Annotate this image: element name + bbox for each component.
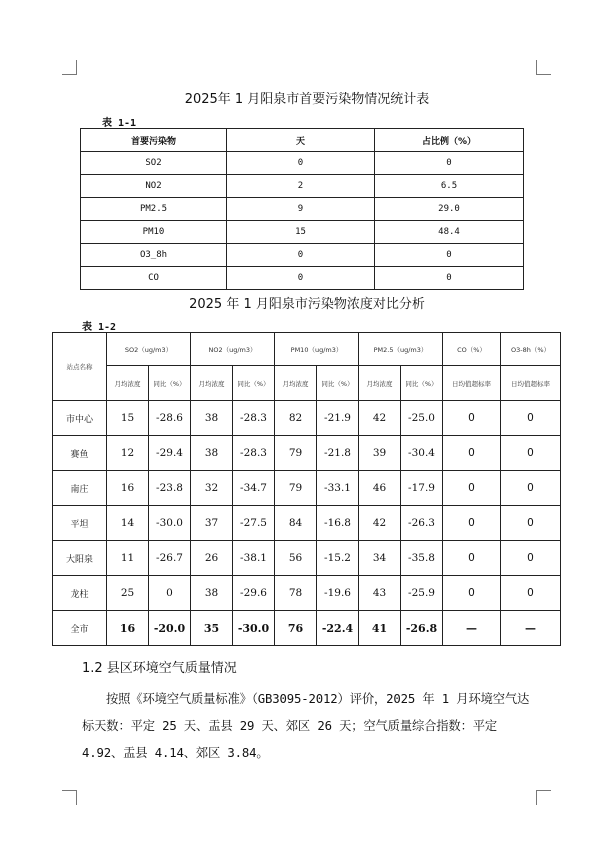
cell: 0 xyxy=(443,541,501,576)
cell: 0 xyxy=(443,471,501,506)
station-name: 龙柱 xyxy=(53,576,107,611)
cell: 25 xyxy=(107,576,149,611)
cell: 41 xyxy=(359,611,401,646)
table-header-row xyxy=(53,333,561,366)
cell: PM2.5 xyxy=(81,198,227,221)
header-pollutant: 首要污染物 xyxy=(81,129,227,152)
cell: 48.4 xyxy=(375,221,524,244)
cell: 39 xyxy=(359,436,401,471)
pollutant-concentration-table xyxy=(52,332,561,646)
cell: -22.4 xyxy=(317,611,359,646)
cell: 14 xyxy=(107,506,149,541)
cell: 38 xyxy=(191,576,233,611)
table-row xyxy=(53,471,561,506)
subheader-exceed-rate: 日均值超标率 xyxy=(501,366,561,401)
table-row xyxy=(81,152,524,175)
table1-label: 表 1-1 xyxy=(102,118,137,129)
cell: 0 xyxy=(501,471,561,506)
cell: -26.3 xyxy=(401,506,443,541)
table-row xyxy=(53,576,561,611)
cell: 0 xyxy=(149,576,191,611)
cell: 12 xyxy=(107,436,149,471)
cell: 15 xyxy=(227,221,375,244)
cell: 84 xyxy=(275,506,317,541)
table-row xyxy=(53,541,561,576)
cell: -20.0 xyxy=(149,611,191,646)
cell: 0 xyxy=(501,436,561,471)
header-pm25: PM2.5（ug/m3） xyxy=(359,333,443,366)
cell: -17.9 xyxy=(401,471,443,506)
cell: -35.8 xyxy=(401,541,443,576)
cell: 32 xyxy=(191,471,233,506)
subheader-yoy: 同比（%） xyxy=(401,366,443,401)
cell: PM10 xyxy=(81,221,227,244)
cell: -26.7 xyxy=(149,541,191,576)
cell: 34 xyxy=(359,541,401,576)
cell: -29.4 xyxy=(149,436,191,471)
cell: 82 xyxy=(275,401,317,436)
cell: 0 xyxy=(443,506,501,541)
cell: -23.8 xyxy=(149,471,191,506)
cell: -15.2 xyxy=(317,541,359,576)
cell: 79 xyxy=(275,471,317,506)
table-row xyxy=(81,244,524,267)
header-so2: SO2（ug/m3） xyxy=(107,333,191,366)
table-row xyxy=(53,401,561,436)
station-name: 全市 xyxy=(53,611,107,646)
cell: 11 xyxy=(107,541,149,576)
cell: 0 xyxy=(227,244,375,267)
table-subheader-row xyxy=(53,366,561,401)
cell: 0 xyxy=(443,401,501,436)
cell: -30.0 xyxy=(233,611,275,646)
cell: 26 xyxy=(191,541,233,576)
table2-label: 表 1-2 xyxy=(82,322,117,333)
table-row xyxy=(81,175,524,198)
cell: -16.8 xyxy=(317,506,359,541)
header-no2: NO2（ug/m3） xyxy=(191,333,275,366)
header-station: 站点名称 xyxy=(53,333,107,401)
cell: -38.1 xyxy=(233,541,275,576)
table-total-row xyxy=(53,611,561,646)
cell: 16 xyxy=(107,471,149,506)
subheader-month-avg: 月均浓度 xyxy=(359,366,401,401)
header-ratio: 占比例（%） xyxy=(375,129,524,152)
cell: CO xyxy=(81,267,227,290)
header-days: 天 xyxy=(227,129,375,152)
cell: 38 xyxy=(191,401,233,436)
table-row xyxy=(81,198,524,221)
cell: 38 xyxy=(191,436,233,471)
cell: -30.4 xyxy=(401,436,443,471)
cell: 42 xyxy=(359,506,401,541)
cell: SO2 xyxy=(81,152,227,175)
station-name: 市中心 xyxy=(53,401,107,436)
station-name: 赛鱼 xyxy=(53,436,107,471)
cell: -28.6 xyxy=(149,401,191,436)
cell: NO2 xyxy=(81,175,227,198)
cell: 0 xyxy=(501,401,561,436)
table-row xyxy=(53,506,561,541)
cell: -26.8 xyxy=(401,611,443,646)
cell: 76 xyxy=(275,611,317,646)
cell: 56 xyxy=(275,541,317,576)
section-heading: 1.2 县区环境空气质量情况 xyxy=(82,661,237,676)
cell: -27.5 xyxy=(233,506,275,541)
cell: O3_8h xyxy=(81,244,227,267)
cell: -21.8 xyxy=(317,436,359,471)
station-name: 南庄 xyxy=(53,471,107,506)
crop-mark-top-right xyxy=(536,60,551,75)
cell: -28.3 xyxy=(233,401,275,436)
cell: -21.9 xyxy=(317,401,359,436)
header-pm10: PM10（ug/m3） xyxy=(275,333,359,366)
header-co: CO（%） xyxy=(443,333,501,366)
cell: 0 xyxy=(443,576,501,611)
cell: 35 xyxy=(191,611,233,646)
subheader-yoy: 同比（%） xyxy=(317,366,359,401)
cell: -19.6 xyxy=(317,576,359,611)
cell: 0 xyxy=(375,244,524,267)
cell: 42 xyxy=(359,401,401,436)
primary-pollutant-table xyxy=(80,128,524,290)
table-header-row xyxy=(81,129,524,152)
cell: 0 xyxy=(375,267,524,290)
cell: 0 xyxy=(501,576,561,611)
cell: 0 xyxy=(501,541,561,576)
cell: -34.7 xyxy=(233,471,275,506)
subheader-exceed-rate: 日均值超标率 xyxy=(443,366,501,401)
crop-mark-top-left xyxy=(62,60,77,75)
cell: 2 xyxy=(227,175,375,198)
cell: 78 xyxy=(275,576,317,611)
cell: 16 xyxy=(107,611,149,646)
cell: 0 xyxy=(227,152,375,175)
subheader-month-avg: 月均浓度 xyxy=(107,366,149,401)
cell: -25.9 xyxy=(401,576,443,611)
subheader-yoy: 同比（%） xyxy=(149,366,191,401)
cell: -30.0 xyxy=(149,506,191,541)
cell: -33.1 xyxy=(317,471,359,506)
table1-title: 2025年 1 月阳泉市首要污染物情况统计表 xyxy=(184,92,430,107)
cell: -28.3 xyxy=(233,436,275,471)
subheader-month-avg: 月均浓度 xyxy=(275,366,317,401)
body-paragraph: 按照《环境空气质量标准》（GB3095-2012）评价，2025 年 1 月环境空气达标天数：平定 25 天、盂县 29 天、郊区 26 天；空气质量综合指数：平定 4.92、盂县 4.14、郊区 3.84。 xyxy=(82,692,530,760)
cell: -25.0 xyxy=(401,401,443,436)
table-row xyxy=(53,436,561,471)
cell: -29.6 xyxy=(233,576,275,611)
cell: 0 xyxy=(501,506,561,541)
cell: 0 xyxy=(443,436,501,471)
cell: 37 xyxy=(191,506,233,541)
cell: 0 xyxy=(375,152,524,175)
subheader-yoy: 同比（%） xyxy=(233,366,275,401)
station-name: 平坦 xyxy=(53,506,107,541)
cell: 79 xyxy=(275,436,317,471)
crop-mark-bottom-right xyxy=(536,790,551,805)
cell: — xyxy=(443,611,501,646)
cell: 0 xyxy=(227,267,375,290)
header-o3: O3-8h（%） xyxy=(501,333,561,366)
cell: 46 xyxy=(359,471,401,506)
cell: 15 xyxy=(107,401,149,436)
cell: 6.5 xyxy=(375,175,524,198)
table-row xyxy=(81,267,524,290)
table-row xyxy=(81,221,524,244)
subheader-month-avg: 月均浓度 xyxy=(191,366,233,401)
cell: 9 xyxy=(227,198,375,221)
cell: 43 xyxy=(359,576,401,611)
station-name: 大阳泉 xyxy=(53,541,107,576)
cell: 29.0 xyxy=(375,198,524,221)
crop-mark-bottom-left xyxy=(62,790,77,805)
table2-title: 2025 年 1 月阳泉市污染物浓度对比分析 xyxy=(189,297,425,312)
cell: — xyxy=(501,611,561,646)
